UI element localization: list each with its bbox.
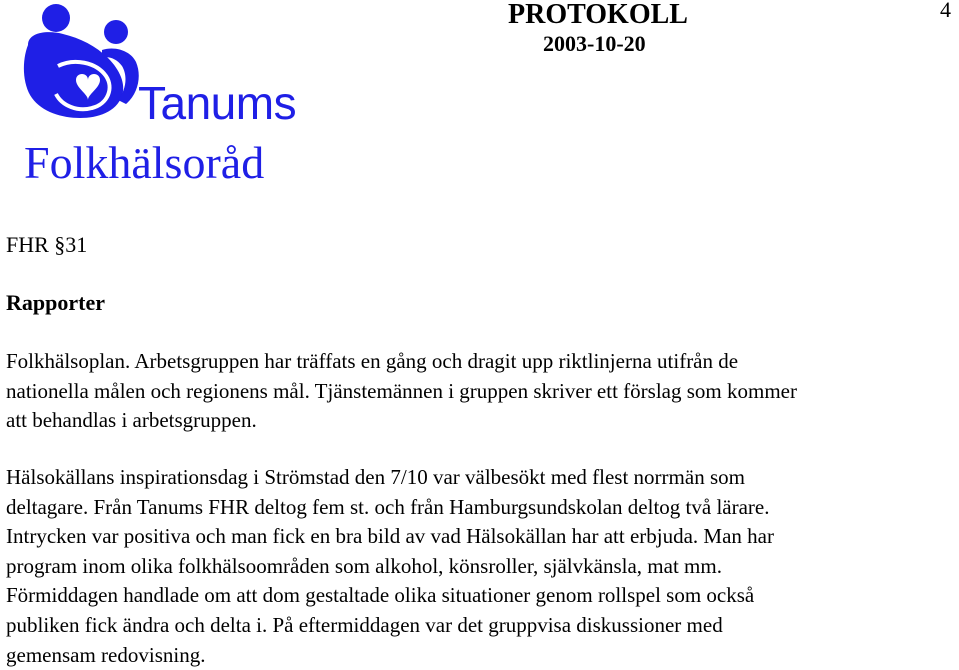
- paragraph-line: gemensam redovisning.: [6, 642, 206, 667]
- document-date: 2003-10-20: [543, 31, 646, 56]
- organization-logo: [18, 0, 318, 190]
- paragraph-folkhalsoplan: [6, 347, 951, 436]
- document-title: PROTOKOLL: [508, 0, 688, 30]
- paragraph-line: Förmiddagen handlade om att dom gestaltade olika situationer genom rollspel som också: [6, 583, 755, 608]
- logo-text-folkhalsorad: Folkhälsoråd: [24, 137, 265, 188]
- family-heart-icon: [18, 0, 158, 140]
- paragraph-line: att behandlas i arbetsgruppen.: [6, 408, 257, 433]
- paragraph-line: publiken fick ändra och delta i. På eftermiddagen var det gruppvisa diskussioner med: [6, 612, 723, 637]
- paragraph-line: deltagare. Från Tanums FHR deltog fem st. och från Hamburgsundskolan deltog två lärare.: [6, 494, 770, 519]
- paragraph-line: Intrycken var positiva och man fick en bra bild av vad Hälsokällan har att erbjuda. Man har: [6, 524, 774, 549]
- section-heading: Rapporter: [6, 290, 105, 315]
- section-id: FHR §31: [6, 232, 88, 257]
- page-number: 4: [940, 0, 951, 22]
- logo-text-tanums: Tanums: [138, 77, 297, 129]
- paragraph-line: nationella målen och regionens mål. Tjänstemännen i gruppen skriver ett förslag som kommer: [6, 378, 797, 403]
- paragraph-halsokallan: [6, 463, 951, 670]
- paragraph-line: Hälsokällans inspirationsdag i Strömstad den 7/10 var välbesökt med flest norrmän som: [6, 465, 745, 489]
- paragraph-line: program inom olika folkhälsoområden som alkohol, könsroller, självkänsla, mat mm.: [6, 553, 722, 578]
- paragraph-line: Folkhälsoplan. Arbetsgruppen har träffats en gång och dragit upp riktlinjerna utifrån de: [6, 349, 739, 373]
